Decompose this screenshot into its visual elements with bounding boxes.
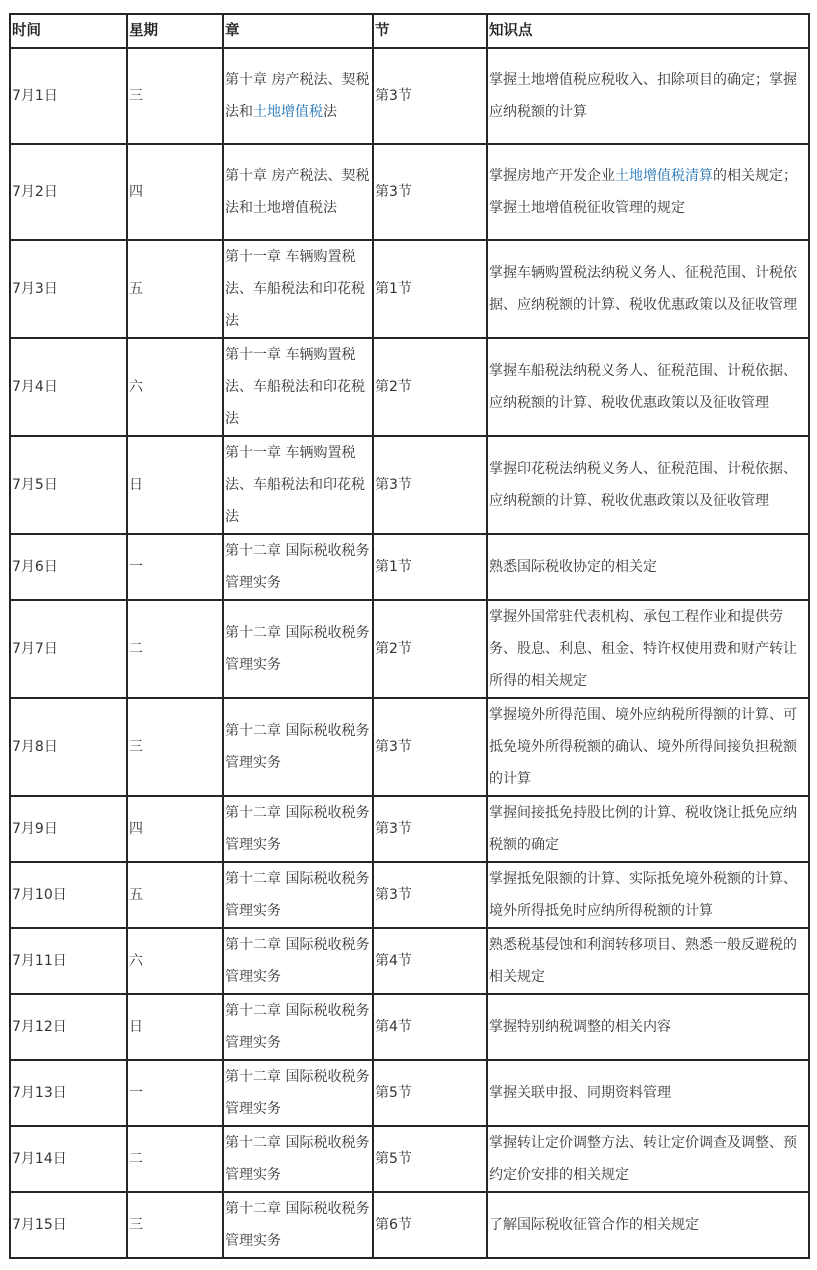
knowledge-text: 了解国际税收征管合作的相关规定 <box>489 1217 699 1233</box>
cell-chapter <box>223 144 373 240</box>
knowledge-text-tail: 的相关规定；掌握土地增值税征收管理的规定 <box>489 168 797 216</box>
cell-section: 第2节 <box>373 338 487 436</box>
cell-chapter <box>223 1060 373 1126</box>
table-row <box>10 796 809 862</box>
cell-knowledge <box>487 338 809 436</box>
table-row <box>10 48 809 144</box>
cell-chapter <box>223 436 373 534</box>
cell-date: 7月12日 <box>10 994 127 1060</box>
cell-knowledge <box>487 862 809 928</box>
table-row <box>10 600 809 698</box>
cell-section: 第4节 <box>373 994 487 1060</box>
header-section: 节 <box>373 14 487 48</box>
cell-knowledge <box>487 994 809 1060</box>
cell-weekday: 六 <box>127 928 223 994</box>
knowledge-text: 熟悉国际税收协定的相关定 <box>489 559 657 575</box>
knowledge-text: 掌握外国常驻代表机构、承包工程作业和提供劳务、股息、利息、租金、特许权使用费和财产转让所得的相关规定 <box>489 609 797 689</box>
knowledge-text: 掌握印花税法纳税义务人、征税范围、计税依据、应纳税额的计算、税收优惠政策以及征收管理 <box>489 461 797 509</box>
table-row <box>10 240 809 338</box>
knowledge-text: 掌握车辆购置税法纳税义务人、征税范围、计税依据、应纳税额的计算、税收优惠政策以及征收管理 <box>489 265 797 313</box>
chapter-text: 第十二章 国际税收税务管理实务 <box>225 805 370 853</box>
cell-chapter <box>223 928 373 994</box>
cell-weekday: 三 <box>127 1192 223 1258</box>
cell-date: 7月15日 <box>10 1192 127 1258</box>
cell-chapter <box>223 994 373 1060</box>
cell-chapter <box>223 338 373 436</box>
cell-chapter <box>223 240 373 338</box>
header-knowledge: 知识点 <box>487 14 809 48</box>
knowledge-text: 掌握境外所得范围、境外应纳税所得额的计算、可抵免境外所得税额的确认、境外所得间接负担税额的计算 <box>489 707 797 787</box>
chapter-text: 第十二章 国际税收税务管理实务 <box>225 871 370 919</box>
chapter-text-tail: 法 <box>323 104 337 120</box>
cell-knowledge <box>487 698 809 796</box>
cell-date: 7月7日 <box>10 600 127 698</box>
knowledge-text: 掌握车船税法纳税义务人、征税范围、计税依据、应纳税额的计算、税收优惠政策以及征收管理 <box>489 363 797 411</box>
knowledge-text: 掌握抵免限额的计算、实际抵免境外税额的计算、境外所得抵免时应纳所得税额的计算 <box>489 871 797 919</box>
cell-chapter <box>223 862 373 928</box>
cell-section: 第6节 <box>373 1192 487 1258</box>
chapter-text: 第十章 房产税法、契税法和土地增值税法 <box>225 168 370 216</box>
chapter-text: 第十章 房产税法、契税法和 <box>225 72 370 120</box>
table-row <box>10 994 809 1060</box>
table-row <box>10 862 809 928</box>
cell-date: 7月4日 <box>10 338 127 436</box>
cell-weekday: 四 <box>127 796 223 862</box>
cell-date: 7月5日 <box>10 436 127 534</box>
cell-weekday: 四 <box>127 144 223 240</box>
table-row <box>10 1060 809 1126</box>
knowledge-text: 掌握土地增值税应税收入、扣除项目的确定；掌握应纳税额的计算 <box>489 72 797 120</box>
cell-section: 第3节 <box>373 698 487 796</box>
cell-knowledge <box>487 1060 809 1126</box>
cell-section: 第3节 <box>373 862 487 928</box>
chapter-text: 第十二章 国际税收税务管理实务 <box>225 625 370 673</box>
table-row <box>10 698 809 796</box>
knowledge-text: 熟悉税基侵蚀和利润转移项目、熟悉一般反避税的相关规定 <box>489 937 797 985</box>
cell-date: 7月8日 <box>10 698 127 796</box>
cell-weekday: 三 <box>127 698 223 796</box>
cell-knowledge <box>487 240 809 338</box>
knowledge-text: 掌握转让定价调整方法、转让定价调查及调整、预约定价安排的相关规定 <box>489 1135 797 1183</box>
cell-knowledge <box>487 144 809 240</box>
study-schedule-table <box>9 13 810 1259</box>
cell-section: 第5节 <box>373 1060 487 1126</box>
chapter-text: 第十二章 国际税收税务管理实务 <box>225 1135 370 1183</box>
cell-weekday: 日 <box>127 994 223 1060</box>
cell-section: 第1节 <box>373 534 487 600</box>
cell-weekday: 六 <box>127 338 223 436</box>
cell-date: 7月13日 <box>10 1060 127 1126</box>
cell-weekday: 二 <box>127 1126 223 1192</box>
cell-section: 第4节 <box>373 928 487 994</box>
cell-chapter <box>223 534 373 600</box>
cell-chapter <box>223 698 373 796</box>
knowledge-text: 掌握关联申报、同期资料管理 <box>489 1085 671 1101</box>
chapter-text: 第十二章 国际税收税务管理实务 <box>225 1003 370 1051</box>
cell-weekday: 三 <box>127 48 223 144</box>
chapter-text: 第十一章 车辆购置税法、车船税法和印花税法 <box>225 445 365 525</box>
knowledge-text: 掌握间接抵免持股比例的计算、税收饶让抵免应纳税额的确定 <box>489 805 797 853</box>
cell-knowledge <box>487 1192 809 1258</box>
cell-weekday: 一 <box>127 534 223 600</box>
cell-knowledge <box>487 436 809 534</box>
cell-date: 7月10日 <box>10 862 127 928</box>
table-row <box>10 144 809 240</box>
cell-chapter <box>223 600 373 698</box>
chapter-text: 第十二章 国际税收税务管理实务 <box>225 937 370 985</box>
table-row <box>10 338 809 436</box>
table-row <box>10 436 809 534</box>
cell-date: 7月1日 <box>10 48 127 144</box>
cell-date: 7月3日 <box>10 240 127 338</box>
chapter-link[interactable]: 土地增值税 <box>253 104 323 120</box>
cell-knowledge <box>487 1126 809 1192</box>
cell-knowledge <box>487 796 809 862</box>
chapter-text: 第十一章 车辆购置税法、车船税法和印花税法 <box>225 249 365 329</box>
cell-chapter <box>223 1192 373 1258</box>
cell-weekday: 二 <box>127 600 223 698</box>
cell-section: 第3节 <box>373 48 487 144</box>
cell-date: 7月6日 <box>10 534 127 600</box>
cell-section: 第5节 <box>373 1126 487 1192</box>
chapter-text: 第十二章 国际税收税务管理实务 <box>225 1069 370 1117</box>
cell-weekday: 一 <box>127 1060 223 1126</box>
header-chapter: 章 <box>223 14 373 48</box>
table-row <box>10 1126 809 1192</box>
cell-weekday: 五 <box>127 862 223 928</box>
cell-knowledge <box>487 534 809 600</box>
table-row <box>10 1192 809 1258</box>
cell-weekday: 日 <box>127 436 223 534</box>
cell-date: 7月14日 <box>10 1126 127 1192</box>
cell-knowledge <box>487 928 809 994</box>
header-date: 时间 <box>10 14 127 48</box>
cell-date: 7月11日 <box>10 928 127 994</box>
cell-weekday: 五 <box>127 240 223 338</box>
chapter-text: 第十二章 国际税收税务管理实务 <box>225 1201 370 1249</box>
cell-date: 7月2日 <box>10 144 127 240</box>
cell-chapter <box>223 48 373 144</box>
table-row <box>10 928 809 994</box>
chapter-text: 第十一章 车辆购置税法、车船税法和印花税法 <box>225 347 365 427</box>
cell-date: 7月9日 <box>10 796 127 862</box>
knowledge-link[interactable]: 土地增值税清算 <box>615 168 713 184</box>
cell-section: 第2节 <box>373 600 487 698</box>
cell-chapter <box>223 796 373 862</box>
header-weekday: 星期 <box>127 14 223 48</box>
table-header-row <box>10 14 809 48</box>
cell-knowledge <box>487 600 809 698</box>
chapter-text: 第十二章 国际税收税务管理实务 <box>225 723 370 771</box>
cell-section: 第3节 <box>373 144 487 240</box>
cell-section: 第1节 <box>373 240 487 338</box>
cell-section: 第3节 <box>373 436 487 534</box>
knowledge-text: 掌握特别纳税调整的相关内容 <box>489 1019 671 1035</box>
knowledge-text: 掌握房地产开发企业 <box>489 168 615 184</box>
table-body <box>10 48 809 1258</box>
cell-knowledge <box>487 48 809 144</box>
cell-section: 第3节 <box>373 796 487 862</box>
table-row <box>10 534 809 600</box>
chapter-text: 第十二章 国际税收税务管理实务 <box>225 543 370 591</box>
cell-chapter <box>223 1126 373 1192</box>
